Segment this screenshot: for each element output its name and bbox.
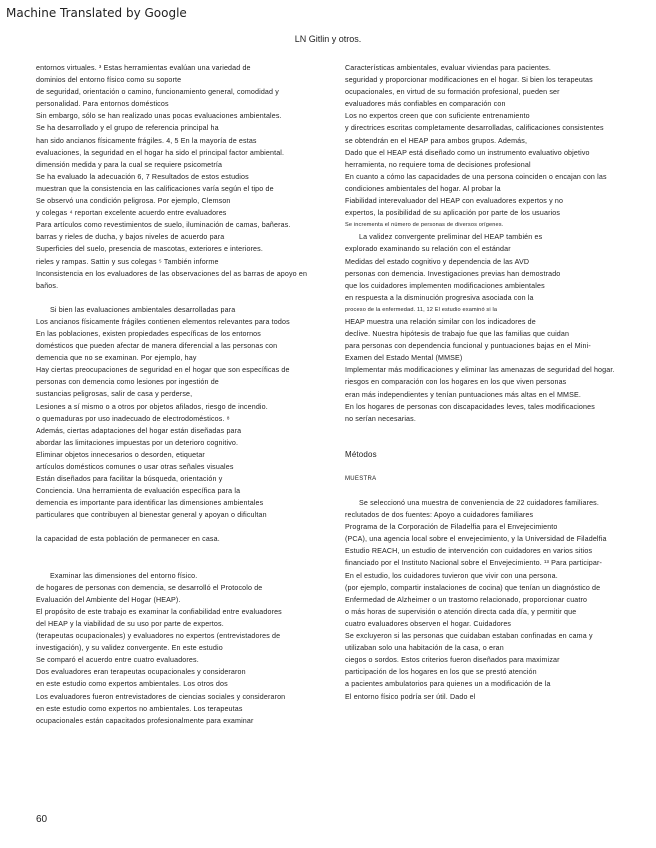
right-column-text-line: para personas con dependencia funcional y puntuaciones bajas en el Mini- <box>345 342 591 351</box>
left-column-text-line: Hay ciertas preocupaciones de seguridad en el hogar que son específicas de <box>36 366 290 375</box>
page-number: 60 <box>36 814 48 825</box>
right-column-spacer <box>345 425 637 437</box>
left-column-text-line: Lesiones a sí mismo o a otros por objetos afilados, riesgo de incendio. <box>36 402 268 411</box>
left-column-text-line: dominios del entorno físico como su soporte <box>36 76 182 85</box>
right-column-text-line: Enfermedad de Alzheimer o un trastorno relacionado, proporcionar cuatro <box>345 595 588 604</box>
right-column-text-line: ocupacionales, en virtud de su formación profesional, pueden ser <box>345 88 560 97</box>
left-column-text-line: dimensión medida y para la cual se requiere psicometría <box>36 160 223 169</box>
left-column-text-line: (terapeutas ocupacionales) y evaluadores no expertos (entrevistadores de <box>36 632 281 641</box>
left-column-text-line: barras y rieles de ducha, y bajos niveles de acuerdo para <box>36 233 225 242</box>
left-column-text-line: han sido ancianos físicamente frágiles. 4, 5 En la mayoría de estas <box>36 136 257 145</box>
right-column-text-line: Se incrementa el número de personas de diversos orígenes. <box>345 222 504 229</box>
right-column-text-line: riesgos en comparación con los hogares en los que viven personas <box>345 378 567 387</box>
left-column-text-line: de seguridad, orientación o camino, funcionamiento general, comodidad y <box>36 88 279 97</box>
left-column-text-line: en este estudio como expertos no ambientales. Los terapeutas <box>36 704 243 713</box>
left-column-text-line: sustancias peligrosas, salir de casa y perderse, <box>36 390 193 399</box>
right-column-text-line: reclutados de dos fuentes: Apoyo a cuidadores familiares <box>345 511 534 520</box>
right-column-text-line: Estudio REACH, un estudio de intervención con cuidadores en varios sitios <box>345 547 593 556</box>
right-column-text-line: personas con demencia. Investigaciones previas han demostrado <box>345 269 561 278</box>
right-column-text-line: HEAP muestra una relación similar con los indicadores de <box>345 317 536 326</box>
right-column-text-line: ciegos o sordos. Estos criterios fueron diseñados para maximizar <box>345 656 560 665</box>
left-column-text-line: personalidad. Para entornos domésticos <box>36 100 169 109</box>
left-column-text-line: El propósito de este trabajo es examinar la confiabilidad entre evaluadores <box>36 607 282 616</box>
right-column-text-line: que los cuidadores implementen modificaciones ambientales <box>345 281 545 290</box>
left-column-text-line: baños. <box>36 281 59 290</box>
left-column-text-line: personas con demencia como lesiones por ingestión de <box>36 378 219 387</box>
right-column-text-line: a pacientes ambulatorios para quienes un a modificación de la <box>345 680 551 689</box>
left-column-text-line: Además, ciertas adaptaciones del hogar están diseñadas para <box>36 426 242 435</box>
right-column-text-line: o más horas de supervisión o atención directa cada día, y permitir que <box>345 607 577 616</box>
left-column-text-line: demencia que no se examinan. Por ejemplo, hay <box>36 354 197 363</box>
right-column-text-line: (PCA), una agencia local sobre el envejecimiento, y la Universidad de Filadelfia <box>345 535 607 544</box>
right-column-text-line: Medidas del estado cognitivo y dependencia de las AVD <box>345 257 530 266</box>
right-column-text-line: herramienta, no requiere toma de decisiones profesional <box>345 160 531 169</box>
right-column-text-line: Se seleccionó una muestra de conveniencia de 22 cuidadores familiares. <box>359 499 600 507</box>
left-column-text-line: la capacidad de esta población de permanecer en casa. <box>36 535 220 544</box>
right-column-text-line: Los no expertos creen que con suficiente entrenamiento <box>345 112 530 121</box>
left-column-text-line: en este estudio como expertos ambientales. Los otros dos <box>36 680 228 689</box>
left-column-text-line: Se ha evaluado la adecuación 6, 7 Resultados de estos estudios <box>36 172 249 181</box>
left-column-text-line: Examinar las dimensiones del entorno físico. <box>50 571 198 580</box>
right-column-text-line: seguridad y proporcionar modificaciones en el hogar. Si bien los terapeutas <box>345 76 593 85</box>
right-column-text-line: En el estudio, los cuidadores tuvieron que vivir con una persona. <box>345 571 558 580</box>
right-column-text-line: Dado que el HEAP está diseñado como un instrumento evaluativo objetivo <box>345 148 590 157</box>
right-column-text-line: Examen del Estado Mental (MMSE) <box>345 354 463 363</box>
left-column <box>36 62 328 727</box>
section-heading-methods: Métodos <box>345 449 377 459</box>
left-column-text-line: Los ancianos físicamente frágiles contienen elementos relevantes para todos <box>36 317 290 326</box>
left-column-text-line: Se comparó el acuerdo entre cuatro evaluadores. <box>36 656 199 665</box>
right-column-spacer <box>345 461 637 473</box>
left-column-text-line: ocupacionales están capacitados profesionalmente para examinar <box>36 716 254 725</box>
right-column-text-line: financiado por el Instituto Nacional sobre el Envejecimiento. ¹³ Para participar- <box>345 559 603 568</box>
left-column-text-line: artículos domésticos comunes o usar otras señales visuales <box>36 463 234 471</box>
right-column-text-line: Implementar más modificaciones y eliminar las amenazas de seguridad del hogar. <box>345 366 615 375</box>
left-column-text-line: entornos virtuales. ³ Estas herramientas evalúan una variedad de <box>36 64 251 72</box>
left-column-text-line: evaluaciones, la seguridad en el hogar ha sido el principal factor ambiental. <box>36 148 285 157</box>
left-column-text-line: investigación), y su validez convergente. En este estudio <box>36 644 223 653</box>
right-column-text-line: utilizaban solo una habitación de la casa, o eran <box>345 644 504 653</box>
left-column-text-line: Para artículos como revestimientos de suelo, iluminación de camas, bañeras. <box>36 221 291 230</box>
left-column-text-line: muestran que la consistencia en las calificaciones varía según el tipo de <box>36 184 274 193</box>
left-column-text-line: Sin embargo, sólo se han realizado unas pocas evaluaciones ambientales. <box>36 112 282 121</box>
running-head: LN Gitlin y otros. <box>294 34 362 44</box>
right-column-text-line: Programa de la Corporación de Filadelfia para el Envejecimiento <box>345 523 558 532</box>
left-column-text-line: demencia es importante para identificar las dimensiones ambientales <box>36 499 264 508</box>
subsection-heading-sample: MUESTRA <box>345 475 377 482</box>
left-column-spacer <box>36 546 328 558</box>
right-column-text-line: Características ambientales, evaluar viviendas para pacientes. <box>345 64 552 72</box>
left-column-text-line: Se ha desarrollado y el grupo de referencia principal ha <box>36 124 219 133</box>
left-column-spacer <box>36 292 328 304</box>
left-column-text-line: Conciencia. Una herramienta de evaluación específica para la <box>36 487 241 496</box>
right-column-text-line: y directrices escritas completamente desarrolladas, calificaciones consistentes <box>345 124 604 133</box>
right-column-text-line: se obtendrán en el HEAP para ambos grupos. Además, <box>345 136 528 145</box>
left-column-text-line: del HEAP y la viabilidad de su uso por parte de expertos. <box>36 619 224 628</box>
right-column-text-line: expertos, la posibilidad de su aplicación por parte de los usuarios <box>345 209 561 218</box>
left-column-text-line: abordar las limitaciones impuestas por un deterioro cognitivo. <box>36 438 239 447</box>
left-column-text-line: Si bien las evaluaciones ambientales desarrolladas para <box>50 305 236 314</box>
left-column-text-line: particulares que contribuyen al bienestar general y apoyan o dificultan <box>36 511 267 520</box>
left-column-spacer <box>36 521 328 533</box>
left-column-text-line: y colegas ⁴ reportan excelente acuerdo entre evaluadores <box>36 209 227 218</box>
machine-translation-banner: Machine Translated by Google <box>6 6 187 20</box>
left-column-text-line: domésticos que pueden afectar de manera diferencial a las personas con <box>36 342 278 351</box>
right-column-text-line: (por ejemplo, compartir instalaciones de cocina) que tenían un diagnóstico de <box>345 583 601 592</box>
right-column-spacer <box>345 437 637 449</box>
left-column-text-line: Superficies del suelo, presencia de mascotas, exteriores e interiores. <box>36 245 263 254</box>
left-column-text-line: o quemaduras por uso inadecuado de electrodomésticos. ⁸ <box>36 414 230 423</box>
left-column-text-line: Eliminar objetos innecesarios o desorden, etiquetar <box>36 450 205 459</box>
left-column-text-line: Inconsistencia en los evaluadores de las observaciones del as barras de apoyo en <box>36 269 308 278</box>
right-column-text-line: evaluadores más confiables en comparación con <box>345 100 506 109</box>
left-column-text-line: Evaluación del Ambiente del Hogar (HEAP). <box>36 595 181 604</box>
right-column-text-line: En los hogares de personas con discapacidades leves, tales modificaciones <box>345 402 595 411</box>
right-column-text-line: proceso de la enfermedad. 11, 12 El estudio examinó si la <box>345 306 498 313</box>
right-column-text-line: Se excluyeron si las personas que cuidaban estaban confinadas en cama y <box>345 632 593 641</box>
right-column-text-line: La validez convergente preliminar del HEAP también es <box>359 233 543 242</box>
right-column-spacer <box>345 485 637 497</box>
right-column-text-line: en respuesta a la disminución progresiva asociada con la <box>345 293 534 302</box>
left-column-text-line: Dos evaluadores eran terapeutas ocupacionales y consideraron <box>36 668 246 677</box>
left-column-text-line: En las poblaciones, existen propiedades específicas de los entornos <box>36 329 261 338</box>
right-column-text-line: declive. Nuestra hipótesis de trabajo fue que las familias que cuidan <box>345 330 570 339</box>
left-column-spacer <box>36 558 328 570</box>
right-column <box>345 62 637 703</box>
left-column-text-line: Los evaluadores fueron entrevistadores de ciencias sociales y consideraron <box>36 692 286 701</box>
right-column-text-line: eran más independientes y tenían puntuaciones más altas en el MMSE. <box>345 390 582 399</box>
right-column-text-line: condiciones ambientales del hogar. Al probar la <box>345 184 501 193</box>
right-column-text-line: cuatro evaluadores observen el hogar. Cuidadores <box>345 619 512 628</box>
left-column-text-line: rieles y rampas. Sattin y sus colegas ⁵ También informe <box>36 257 219 266</box>
right-column-text-line: no serían necesarias. <box>345 414 416 423</box>
right-column-text-line: Fiabilidad interevaluador del HEAP con evaluadores expertos y no <box>345 197 564 206</box>
left-column-text-line: de hogares de personas con demencia, se desarrolló el Protocolo de <box>36 583 263 592</box>
right-column-text-line: explorado examinando su relación con el estándar <box>345 245 511 254</box>
right-column-text-line: participación de los hogares en los que se prestó atención <box>345 668 537 677</box>
right-column-text-line: En cuanto a cómo las capacidades de una persona coinciden o encajan con las <box>345 172 607 181</box>
left-column-text-line: Están diseñados para facilitar la búsqueda, orientación y <box>36 475 223 484</box>
right-column-text-line: El entorno físico podría ser útil. Dado el <box>345 692 476 701</box>
left-column-text-line: Se observó una condición peligrosa. Por ejemplo, Clemson <box>36 197 231 206</box>
